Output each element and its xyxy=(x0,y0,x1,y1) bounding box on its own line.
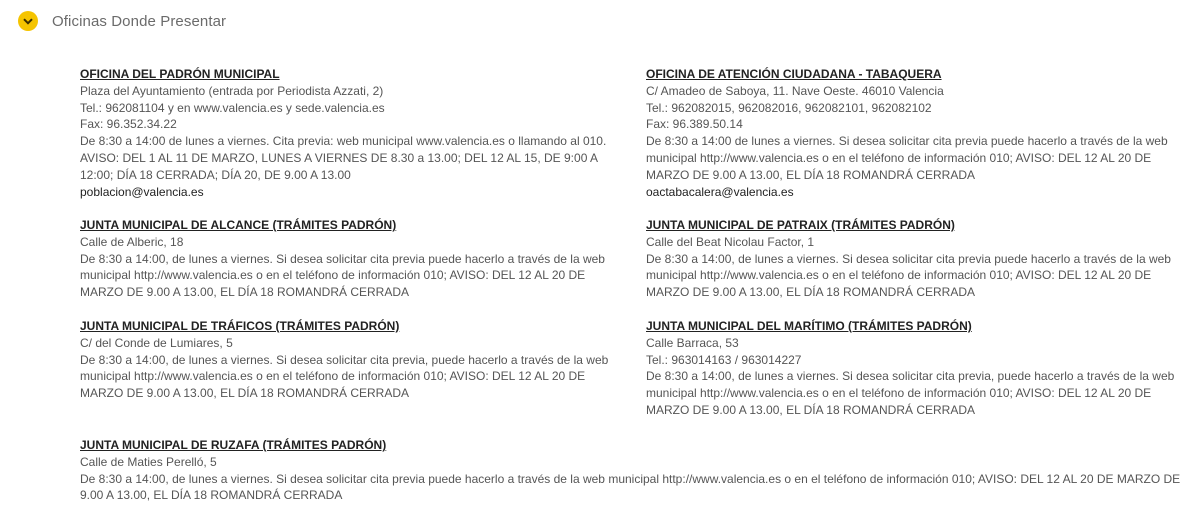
office-padron-municipal xyxy=(80,66,625,200)
office-name: JUNTA MUNICIPAL DE ALCANCE (TRÁMITES PADRÓN) xyxy=(80,218,397,232)
office-address: Plaza del Ayuntamiento (entrada por Periodista Azzati, 2) xyxy=(80,83,384,98)
section-header[interactable] xyxy=(18,11,226,31)
office-name: JUNTA MUNICIPAL DEL MARÍTIMO (TRÁMITES PADRÓN) xyxy=(646,319,972,333)
office-address: Calle de Maties Perelló, 5 xyxy=(80,454,217,469)
office-hours: De 8:30 a 14:00, de lunes a viernes. Si desea solicitar cita previa puede hacerlo a través de la web municipal http://www.valencia.es o en el teléfono de información 010; AVISO: DEL 12 AL 20 DE MARZO DE 9.00 A 13.00, EL DÍA 18 ROMANDRÁ CERRADA xyxy=(80,471,1181,503)
section-title: Oficinas Donde Presentar xyxy=(52,12,227,30)
office-name: JUNTA MUNICIPAL DE PATRAIX (TRÁMITES PADRÓN) xyxy=(646,218,955,232)
office-address: Calle Barraca, 53 xyxy=(646,335,739,350)
office-email-link[interactable]: poblacion@valencia.es xyxy=(80,184,204,199)
office-traficos xyxy=(80,318,625,402)
office-ruzafa xyxy=(80,437,1190,504)
office-phone: Tel.: 962081104 y en www.valencia.es y sede.valencia.es xyxy=(80,100,385,115)
office-phone: Tel.: 962082015, 962082016, 962082101, 962082102 xyxy=(646,100,932,115)
office-address: Calle del Beat Nicolau Factor, 1 xyxy=(646,234,815,249)
office-alcance xyxy=(80,217,625,301)
office-tabaquera xyxy=(646,66,1184,200)
office-name: OFICINA DE ATENCIÓN CIUDADANA - TABAQUERA xyxy=(646,67,942,81)
office-fax: Fax: 96.352.34.22 xyxy=(80,117,177,132)
office-hours: De 8:30 a 14:00, de lunes a viernes. Si desea solicitar cita previa, puede hacerlo a través de la web municipal http://www.valencia.es o en el teléfono de información 010; AVISO: DEL 12 AL 20 DE MARZO DE 9.00 A 13.00, EL DÍA 18 ROMANDRÁ CERRADA xyxy=(80,352,609,401)
office-phone: Tel.: 963014163 / 963014227 xyxy=(646,352,802,367)
office-email-link[interactable]: oactabacalera@valencia.es xyxy=(646,184,794,199)
office-patraix xyxy=(646,217,1184,301)
office-hours: De 8:30 a 14:00, de lunes a viernes. Si desea solicitar cita previa, puede hacerlo a través de la web municipal http://www.valencia.es o en el teléfono de información 010; AVISO: DEL 12 AL 20 DE MARZO DE 9.00 A 13.00, EL DÍA 18 ROMANDRÁ CERRADA xyxy=(646,369,1175,417)
office-address: Calle de Alberic, 18 xyxy=(80,234,184,249)
office-name: OFICINA DEL PADRÓN MUNICIPAL xyxy=(80,67,280,81)
office-maritimo xyxy=(646,318,1184,419)
office-address: C/ Amadeo de Saboya, 11. Nave Oeste. 46010 Valencia xyxy=(646,83,944,98)
office-name: JUNTA MUNICIPAL DE TRÁFICOS (TRÁMITES PADRÓN) xyxy=(80,319,400,333)
office-name: JUNTA MUNICIPAL DE RUZAFA (TRÁMITES PADRÓN) xyxy=(80,438,387,452)
office-hours: De 8:30 a 14:00 de lunes a viernes. Si desea solicitar cita previa puede hacerlo a través de la web municipal http://www.valencia.es o en el teléfono de información 010; AVISO: DEL 12 AL 20 DE MARZO DE 9.00 A 13.00, EL DÍA 18 ROMANDRÁ CERRADA xyxy=(646,134,1168,182)
chevron-down-icon[interactable] xyxy=(18,11,38,31)
office-hours: De 8:30 a 14:00 de lunes a viernes. Cita previa: web municipal www.valencia.es o llamando al 010. AVISO: DEL 1 AL 11 DE MARZO, LUNES A VIERNES DE 8.30 a 13.00; DEL 12 AL 15, DE 9:00 A 12:00; DÍA 18 CERRADA; DÍA 20, DE 9.00 A 13.00 xyxy=(80,134,607,182)
office-hours: De 8:30 a 14:00, de lunes a viernes. Si desea solicitar cita previa puede hacerlo a través de la web municipal http://www.valencia.es o en el teléfono de información 010; AVISO: DEL 12 AL 20 DE MARZO DE 9.00 A 13.00, EL DÍA 18 ROMANDRÁ CERRADA xyxy=(80,251,605,300)
office-address: C/ del Conde de Lumiares, 5 xyxy=(80,335,233,350)
office-hours: De 8:30 a 14:00, de lunes a viernes. Si desea solicitar cita previa puede hacerlo a través de la web municipal http://www.valencia.es o en el teléfono de información 010; AVISO: DEL 12 AL 20 DE MARZO DE 9.00 A 13.00, EL DÍA 18 ROMANDRÁ CERRADA xyxy=(646,251,1171,300)
office-fax: Fax: 96.389.50.14 xyxy=(646,117,743,132)
